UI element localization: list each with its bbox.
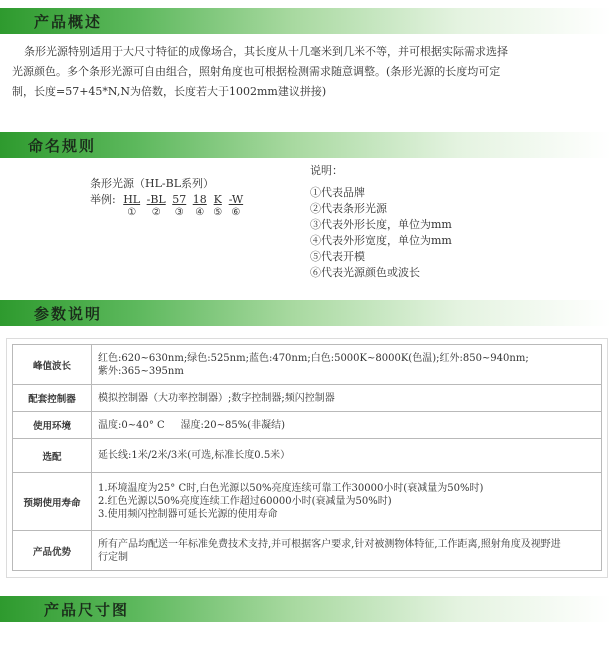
overview-line: 光源颜色。多个条形光源可自由组合，照射角度也可根据检测需求随意调整。(条形光源的长度均可定 xyxy=(12,65,501,78)
overview-paragraph xyxy=(12,42,604,102)
row-label: 选配 xyxy=(13,439,92,473)
table-row xyxy=(13,412,602,439)
code-token: -W xyxy=(228,193,244,206)
value-line: 红色:620~630nm;绿色:525nm;蓝色:470nm;白色:5000K~8000K(色温);红外:850~940nm; xyxy=(98,352,529,364)
value-line: 延长线:1米/2米/3米(可选,标准长度0.5米） xyxy=(98,450,291,461)
row-value xyxy=(92,531,602,571)
value-line: 行定制 xyxy=(98,551,128,563)
note-item: ③代表外形长度，单位为mm xyxy=(310,218,452,231)
row-value xyxy=(92,412,602,439)
row-label: 峰值波长 xyxy=(13,345,92,385)
naming-notes xyxy=(310,163,452,281)
value-line: 所有产品均配送一年标准免费技术支持,并可根据客户要求,针对被测物体特征,工作距离,照射角度及视野进 xyxy=(98,538,561,550)
params-header-band xyxy=(0,300,611,326)
code-number: ② xyxy=(151,207,161,218)
row-label: 使用环境 xyxy=(13,412,92,439)
overview-title: 产品概述 xyxy=(34,13,103,31)
table-row xyxy=(13,439,602,473)
example-label: 举例: xyxy=(90,193,116,206)
value-line: 模拟控制器（大功率控制器）;数字控制器;频闪控制器 xyxy=(98,392,335,404)
value-line: 紫外:365~395nm xyxy=(98,365,184,377)
code-token: 57 xyxy=(172,193,187,206)
row-value xyxy=(92,439,602,473)
note-item: ②代表条形光源 xyxy=(310,202,387,215)
code-token: -BL xyxy=(146,193,166,206)
overview-line: 条形光源特别适用于大尺寸特征的成像场合，其长度从十几毫米到几米不等，并可根据实际需求选择 xyxy=(24,45,508,58)
note-item: ⑥代表光源颜色或波长 xyxy=(310,266,420,279)
code-number: ④ xyxy=(195,207,205,218)
code-token: 18 xyxy=(192,193,207,206)
params-title: 参数说明 xyxy=(34,305,103,323)
value-line: 3.使用频闪控制器可延长光源的使用寿命 xyxy=(98,509,278,520)
code-number: ① xyxy=(127,207,137,218)
overview-line: 制，长度=57+45*N,N为倍数，长度若大于1002mm建议拼接) xyxy=(12,85,327,98)
table-row xyxy=(13,473,602,531)
value-line: 2.红色光源以50%亮度连续工作超过60000小时(衰减量为50%时) xyxy=(98,496,392,507)
row-value xyxy=(92,345,602,385)
code-segment-mold xyxy=(213,193,222,219)
code-segment-brand xyxy=(123,193,140,219)
value-line: 温度:0~40° C 湿度:20~85%(非凝结) xyxy=(98,419,286,431)
code-segment-length xyxy=(172,193,186,219)
params-table xyxy=(12,344,602,571)
row-label: 产品优势 xyxy=(13,531,92,571)
dimensions-header-band xyxy=(0,596,611,622)
naming-title: 命名规则 xyxy=(28,137,97,155)
row-value xyxy=(92,473,602,531)
code-token: K xyxy=(213,193,222,206)
row-label: 配套控制器 xyxy=(13,385,92,412)
row-value xyxy=(92,385,602,412)
code-segment-width xyxy=(193,193,207,219)
note-item: ④代表外形宽度，单位为mm xyxy=(310,234,452,247)
code-number: ⑥ xyxy=(231,207,241,218)
code-token: HL xyxy=(123,193,141,206)
note-item: ⑤代表开模 xyxy=(310,250,365,263)
table-row xyxy=(13,385,602,412)
naming-header-band xyxy=(0,132,611,158)
code-segment-color xyxy=(229,193,243,219)
code-number: ③ xyxy=(174,207,184,218)
dimensions-title: 产品尺寸图 xyxy=(44,601,130,619)
value-line: 1.环境温度为25° C时,白色光源以50%亮度连续可靠工作30000小时(衰减量为50%时) xyxy=(98,483,484,494)
table-row xyxy=(13,345,602,385)
note-item: ①代表品牌 xyxy=(310,186,365,199)
overview-header-band xyxy=(0,8,611,34)
naming-series-line: 条形光源（HL-BL系列） xyxy=(90,177,215,190)
code-segment-type xyxy=(147,193,166,219)
naming-example xyxy=(90,193,246,219)
notes-title: 说明： xyxy=(310,164,343,177)
row-label: 预期使用寿命 xyxy=(13,473,92,531)
code-number: ⑤ xyxy=(213,207,223,218)
table-row xyxy=(13,531,602,571)
